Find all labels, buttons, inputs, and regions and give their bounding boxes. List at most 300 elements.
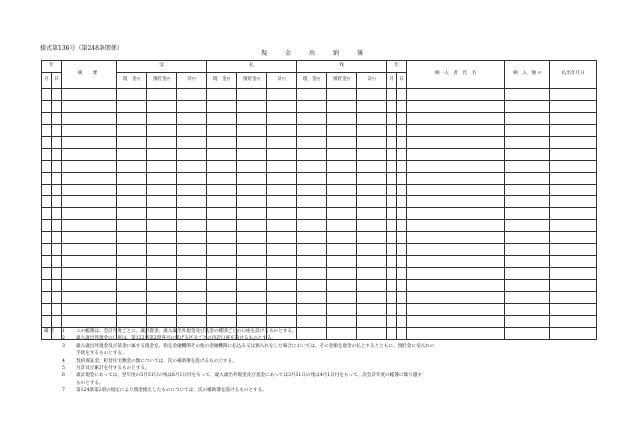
ledger-cell [62,291,117,303]
ledger-cell [397,89,407,101]
ledger-cell [297,136,327,148]
ledger-cell [52,112,62,124]
ledger-cell [387,280,397,292]
ledger-cell [387,268,397,280]
ledger-cell [267,256,297,268]
payment-total-header [267,73,297,89]
ledger-cell [62,315,117,327]
ledger-cell [42,136,52,148]
ledger-cell [42,148,52,160]
ledger-cell [397,208,407,220]
ledger-cell [297,148,327,160]
month-header-2: 月 [387,73,397,89]
ledger-cell [52,100,62,112]
ledger-cell [387,244,397,256]
yen-unit: 円 [256,77,261,82]
ledger-cell [42,303,52,315]
ledger-row [42,160,597,172]
ledger-cell [147,220,177,232]
ledger-cell [147,124,177,136]
ledger-cell [62,256,117,268]
ledger-cell [117,184,147,196]
ledger-cell [550,256,597,268]
ledger-cell [550,280,597,292]
ledger-cell [327,256,357,268]
ledger-cell [177,303,207,315]
ledger-row [42,208,597,220]
ledger-cell [397,291,407,303]
ledger-cell [505,256,550,268]
yen-unit: 円 [537,71,542,76]
ledger-cell [177,256,207,268]
ledger-cell [387,256,397,268]
ledger-cell [505,184,550,196]
ledger-cell [387,100,397,112]
ledger-cell [207,280,237,292]
note-number: 2 [62,336,65,342]
receipt-header: 受 [117,61,207,73]
balance-total-header [357,73,387,89]
ledger-cell [207,268,237,280]
ledger-cell [147,232,177,244]
ledger-cell [207,208,237,220]
ledger-cell [267,208,297,220]
ledger-cell [407,160,505,172]
ledger-cell [267,148,297,160]
ledger-cell [237,280,267,292]
ledger-cell [237,244,267,256]
ledger-row [42,315,597,327]
note-number: 3 [62,343,65,349]
ledger-cell [42,232,52,244]
ledger-cell [207,291,237,303]
notes-label: 備考 [44,329,56,334]
ledger-cell [147,303,177,315]
ledger-cell [550,172,597,184]
note-text: 歳入歳出外現金の口座は、第122条第2項各号に掲げる区分ごとの内訳口座を設けるものとする。 [76,336,277,342]
ledger-cell [407,112,505,124]
ledger-cell [237,124,267,136]
ledger-cell [147,112,177,124]
balance-header: 残 [297,61,387,73]
ledger-cell [397,184,407,196]
ledger-cell [550,148,597,160]
ledger-cell [505,232,550,244]
ledger-cell [357,172,387,184]
ledger-cell [207,100,237,112]
ledger-cell [177,124,207,136]
ledger-cell [407,208,505,220]
ledger-cell [117,136,147,148]
note-row [44,335,604,342]
ledger-cell [62,208,117,220]
ledger-cell [62,89,117,101]
ledger-cell [387,232,397,244]
ledger-cell [177,184,207,196]
ledger-cell [387,220,397,232]
ledger-cell [147,184,177,196]
ledger-cell [42,268,52,280]
ledger-cell [52,160,62,172]
ledger-cell [207,136,237,148]
ledger-cell [407,268,505,280]
ledger-cell [147,160,177,172]
ledger-cell [267,89,297,101]
ledger-cell [397,220,407,232]
date-year-header: 年 [42,61,62,73]
ledger-cell [177,100,207,112]
ledger-row [42,124,597,136]
ledger-cell [237,196,267,208]
ledger-cell [387,148,397,160]
ledger-cell [407,303,505,315]
ledger-cell [387,160,397,172]
ledger-cell [147,100,177,112]
ledger-cell [267,303,297,315]
ledger-cell [550,136,597,148]
ledger-cell [147,148,177,160]
ledger-cell [52,172,62,184]
ledger-cell [207,244,237,256]
ledger-cell [357,124,387,136]
ledger-cell [505,208,550,220]
ledger-cell [207,196,237,208]
ledger-cell [42,291,52,303]
ledger-cell [267,291,297,303]
ledger-cell [297,196,327,208]
ledger-cell [237,100,267,112]
ledger-cell [407,148,505,160]
ledger-cell [357,89,387,101]
deposit-label: 預貯金 [242,77,257,83]
ledger-cell [62,268,117,280]
ledger-cell [505,124,550,136]
balance-deposit-header [327,73,357,89]
note-number: 1 [62,329,65,334]
ledger-cell [357,232,387,244]
ledger-cell [52,315,62,327]
ledger-cell [505,315,550,327]
ledger-cell [407,184,505,196]
note-row [44,387,604,394]
note-row [44,380,604,387]
ledger-cell [62,184,117,196]
ledger-cell [327,196,357,208]
ledger-cell [397,256,407,268]
ledger-cell [550,291,597,303]
ledger-cell [147,244,177,256]
ledger-cell [237,268,267,280]
ledger-cell [52,208,62,220]
ledger-cell [62,172,117,184]
ledger-cell [407,196,505,208]
ledger-cell [297,315,327,327]
ledger-cell [357,280,387,292]
ledger-cell [117,100,147,112]
ledger-cell [237,291,267,303]
ledger-cell [62,220,117,232]
ledger-cell [357,256,387,268]
ledger-cell [207,232,237,244]
ledger-cell [397,136,407,148]
ledger-cell [505,303,550,315]
ledger-cell [505,280,550,292]
ledger-cell [237,148,267,160]
ledger-cell [550,268,597,280]
note-text: 手続をするものとする。 [76,351,127,357]
ledger-cell [297,220,327,232]
ledger-cell [297,112,327,124]
ledger-cell [327,124,357,136]
ledger-cell [52,256,62,268]
ledger-cell [62,244,117,256]
note-text: 歳入歳出外現金及び基金に属する現金を、指定金融機関その他の金融機関に払込み又は預入れをした場合においては、その金額を現金の払とするとともに、預貯金に受入れの [76,343,435,349]
ledger-cell [147,268,177,280]
ledger-cell [117,124,147,136]
ledger-cell [407,89,505,101]
ledger-cell [117,160,147,172]
ledger-cell [297,232,327,244]
ledger-cell [550,100,597,112]
ledger-cell [177,220,207,232]
yen-unit: 円 [166,77,171,82]
ledger-cell [505,172,550,184]
receipt-deposit-header [147,73,177,89]
ledger-cell [147,315,177,327]
ledger-cell [327,184,357,196]
ledger-cell [237,256,267,268]
note-text: 歳計現金にあっては、翌年度の5月31日の残は6月1日付をもって、歳入歳出外現金及び基金にあっては3月31日の残は4月1日付をもって、次会計年度の帳簿に繰り越す [76,373,422,379]
ledger-cell [267,268,297,280]
ledger-cell [207,303,237,315]
ledger-cell [267,244,297,256]
ledger-row [42,303,597,315]
ledger-cell [505,291,550,303]
yen-unit: 円 [226,77,231,82]
receipt-cash-header [117,73,147,89]
ledger-cell [237,303,267,315]
form-number: 様式第136号（第248条関係） [40,45,123,52]
ledger-cell [207,220,237,232]
ledger-cell [147,196,177,208]
ledger-cell [505,220,550,232]
ledger-cell [387,172,397,184]
ledger-cell [177,89,207,101]
ledger-cell [327,303,357,315]
ledger-cell [407,100,505,112]
note-number: 6 [62,373,65,379]
ledger-cell [550,124,597,136]
ledger-cell [505,89,550,101]
ledger-cell [42,208,52,220]
ledger-cell [237,112,267,124]
day-header: 日 [52,73,62,89]
ledger-cell [237,184,267,196]
ledger-cell [117,244,147,256]
ledger-cell [550,89,597,101]
ledger-cell [207,315,237,327]
ledger-cell [297,280,327,292]
ledger-cell [505,100,550,112]
note-text: この帳簿は、会計年度ごとに、歳計資金、歳入歳出外現金及び基金の種別ごとの口座を設けるものとする。 [76,329,297,334]
ledger-row [42,280,597,292]
ledger-cell [62,124,117,136]
note-row [44,343,604,350]
ledger-cell [42,244,52,256]
total-label: 計 [187,77,193,83]
ledger-cell [387,89,397,101]
ledger-cell [407,291,505,303]
ledger-cell [407,315,505,327]
note-number [62,380,76,387]
yen-unit: 円 [372,77,376,82]
cash-label: 現 金 [122,77,137,83]
ledger-cell [117,220,147,232]
payment-amount-label: 納 入 額 [513,71,537,77]
note-text: ものとする。 [76,380,104,386]
ledger-row [42,172,597,184]
ledger-cell [147,89,177,101]
ledger-cell [237,172,267,184]
ledger-cell [387,208,397,220]
ledger-cell [207,148,237,160]
ledger-cell [550,220,597,232]
ledger-cell [42,184,52,196]
ledger-cell [52,220,62,232]
ledger-cell [207,124,237,136]
ledger-cell [397,268,407,280]
ledger-cell [52,196,62,208]
ledger-row [42,112,597,124]
ledger-cell [550,112,597,124]
ledger-cell [62,112,117,124]
ledger-cell [52,303,62,315]
ledger-cell [550,196,597,208]
ledger-cell [177,268,207,280]
ledger-cell [397,196,407,208]
ledger-cell [327,220,357,232]
ledger-cell [42,220,52,232]
ledger-cell [297,89,327,101]
header-row-1 [42,61,597,73]
ledger-cell [52,184,62,196]
ledger-cell [397,232,407,244]
ledger-cell [327,136,357,148]
ledger-cell [357,291,387,303]
cash-label: 現 金 [302,77,317,83]
ledger-row [42,291,597,303]
cash-label: 現 金 [212,77,227,83]
ledger-cell [297,268,327,280]
note-number: 4 [62,358,65,364]
ledger-cell [327,315,357,327]
ledger-cell [357,315,387,327]
ledger-cell [147,280,177,292]
ledger-cell [397,280,407,292]
ledger-cell [42,196,52,208]
ledger-cell [267,184,297,196]
ledger-cell [397,160,407,172]
ledger-cell [237,89,267,101]
ledger-cell [407,256,505,268]
ledger-cell [117,196,147,208]
ledger-cell [52,291,62,303]
ledger-cell [387,291,397,303]
ledger-cell [207,89,237,101]
ledger-cell [267,172,297,184]
notes-section [44,328,604,395]
note-text: 月計及び累計を付するものとする。 [76,366,150,372]
ledger-cell [117,89,147,101]
ledger-cell [397,172,407,184]
ledger-cell [550,232,597,244]
ledger-cell [327,148,357,160]
ledger-row [42,220,597,232]
ledger-cell [117,232,147,244]
note-text: 第124条第2項の規定により預金換えしたものについては、次の補助簿を設けるものとする。 [76,388,267,394]
ledger-cell [117,148,147,160]
ledger-cell [297,172,327,184]
receipt-total-header [177,73,207,89]
ledger-cell [237,136,267,148]
balance-cash-header [297,73,327,89]
ledger-cell [237,208,267,220]
ledger-cell [62,196,117,208]
ledger-cell [117,291,147,303]
ledger-cell [357,196,387,208]
ledger-cell [407,280,505,292]
ledger-cell [267,160,297,172]
ledger-cell [177,315,207,327]
note-row [44,365,604,372]
page-title: 現 金 出 納 簿 [260,50,369,57]
ledger-cell [267,124,297,136]
ledger-cell [327,268,357,280]
ledger-cell [357,244,387,256]
ledger-cell [387,303,397,315]
ledger-cell [357,136,387,148]
ledger-cell [42,100,52,112]
ledger-cell [267,220,297,232]
ledger-cell [177,196,207,208]
note-row [44,350,604,357]
ledger-cell [177,172,207,184]
ledger-cell [407,172,505,184]
ledger-cell [177,291,207,303]
ledger-cell [52,268,62,280]
yen-unit: 円 [282,77,286,82]
ledger-cell [117,208,147,220]
ledger-table [41,60,597,340]
ledger-cell [550,244,597,256]
ledger-cell [357,100,387,112]
yen-unit: 円 [192,77,196,82]
ledger-cell [177,148,207,160]
ledger-cell [357,208,387,220]
ledger-cell [397,100,407,112]
ledger-cell [117,256,147,268]
ledger-cell [207,172,237,184]
ledger-cell [52,136,62,148]
payment-header: 払 [207,61,297,73]
total-label: 計 [367,77,373,83]
ledger-cell [117,112,147,124]
ledger-cell [267,136,297,148]
note-row [44,358,604,365]
ledger-cell [397,303,407,315]
note-row [44,372,604,379]
deposit-label: 預貯金 [152,77,167,83]
